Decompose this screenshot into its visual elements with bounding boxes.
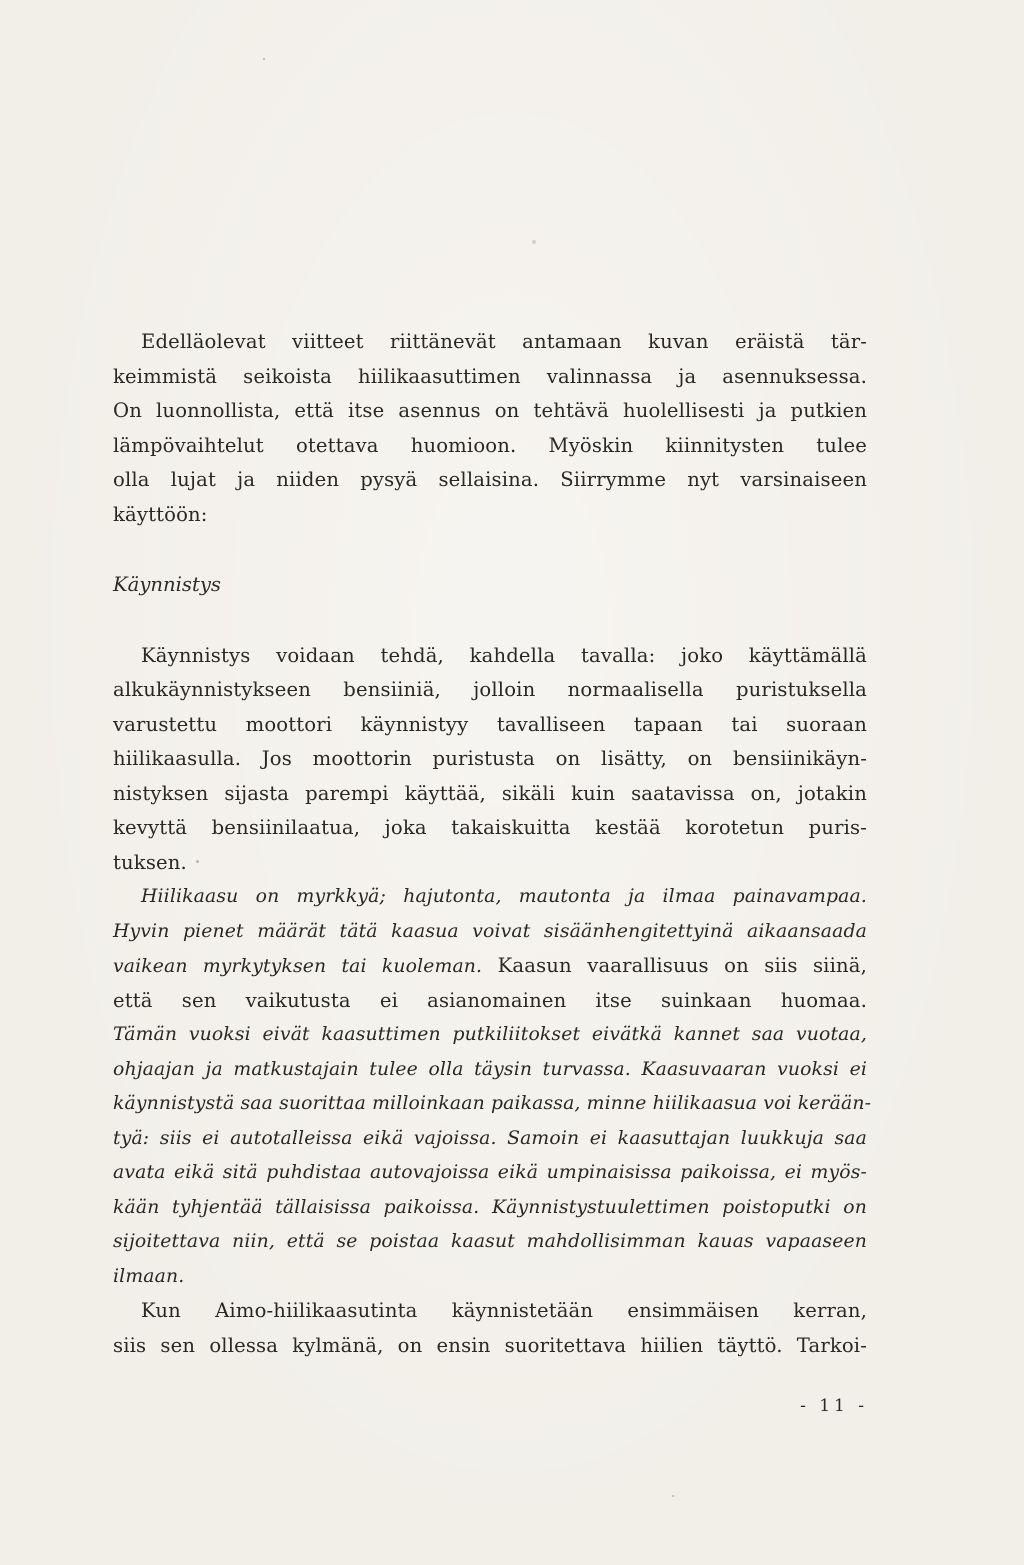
text-line: Hiilikaasu on myrkkyä; hajutonta, mautonta ja ilmaa painavampaa. xyxy=(141,886,867,907)
text-line: sijoitettava niin, että se poistaa kaasut mahdollisimman kauas vapaaseen xyxy=(113,1231,867,1252)
text-line: käynnistystä saa suorittaa milloinkaan paikassa, minne hiilikaasua voi kerään- xyxy=(113,1093,872,1114)
text-line: että sen vaikutusta ei asianomainen itse suinkaan huomaa. xyxy=(113,988,867,1012)
text-line-mixed xyxy=(113,949,867,984)
paper-speck xyxy=(672,1495,674,1497)
text-line: ilmaan. xyxy=(113,1265,185,1287)
text-line: Edelläolevat viitteet riittänevät antamaan kuvan eräistä tär- xyxy=(141,330,867,353)
text-line: Tämän vuoksi eivät kaasuttimen putkiliitokset eivätkä kannet saa vuotaa, xyxy=(113,1024,867,1045)
text-line: käyttöön: xyxy=(113,502,208,526)
text-line: On luonnollista, että itse asennus on tehtävä huolellisesti ja putkien xyxy=(113,399,867,422)
text-line: kevyttä bensiinilaatua, joka takaiskuitta kestää korotetun puris- xyxy=(113,816,867,839)
text-line: tuksen. xyxy=(113,850,187,874)
text-line: kään tyhjentää tällaisissa paikoissa. Käynnistystuulettimen poistoputki on xyxy=(113,1196,867,1218)
text-line: keimmistä seikoista hiilikaasuttimen valinnassa ja asennuksessa. xyxy=(113,364,867,388)
text-line: Kun Aimo-hiilikaasutinta käynnistetään ensimmäisen kerran, xyxy=(141,1299,867,1322)
text-line: ohjaajan ja matkustajain tulee olla täysin turvassa. Kaasuvaaran vuoksi ei xyxy=(113,1058,867,1080)
text-line: siis sen ollessa kylmänä, on ensin suoritettava hiilien täyttö. Tarkoi- xyxy=(113,1333,867,1357)
text-line: Hyvin pienet määrät tätä kaasua voivat sisäänhengitettyinä aikaansaada xyxy=(113,920,867,942)
paragraph-starting xyxy=(113,639,867,881)
page-number: - 11 - xyxy=(800,1396,868,1416)
paper-speck xyxy=(532,240,536,244)
paragraph-warning xyxy=(113,880,872,1294)
section-heading: Käynnistys xyxy=(113,573,221,596)
text-line: avata eikä sitä puhdistaa autovajoissa eikä umpinaisissa paikoissa, ei myös- xyxy=(113,1162,867,1183)
text-line: lämpövaihtelut otettava huomioon. Myöskin kiinnitysten tulee xyxy=(113,433,867,457)
paper-speck xyxy=(263,58,265,60)
text-line: varustettu moottori käynnistyy tavalliseen tapaan tai suoraan xyxy=(113,712,867,736)
paragraph-aimo xyxy=(113,1294,867,1363)
text-line: alkukäynnistykseen bensiiniä, jolloin normaalisella puristuksella xyxy=(113,678,867,701)
text-line: Käynnistys voidaan tehdä, kahdella tavalla: joko käyttämällä xyxy=(141,643,867,667)
text-line: tyä: siis ei autotalleissa eikä vajoissa. Samoin ei kaasuttajan luukkuja saa xyxy=(113,1127,867,1149)
text-line: nistyksen sijasta parempi käyttää, sikäli kuin saatavissa on, jotakin xyxy=(113,781,867,805)
text-line: olla lujat ja niiden pysyä sellaisina. Siirrymme nyt varsinaiseen xyxy=(113,468,867,491)
text-line: hiilikaasulla. Jos moottorin puristusta on lisätty, on bensiinikäyn- xyxy=(113,747,867,770)
text-italic-segment: vaikean myrkytyksen tai kuoleman. xyxy=(113,956,483,977)
paragraph-intro xyxy=(113,325,867,532)
text-roman-segment: Kaasun vaarallisuus on siis siinä, xyxy=(482,954,867,977)
body-text xyxy=(113,325,872,1363)
